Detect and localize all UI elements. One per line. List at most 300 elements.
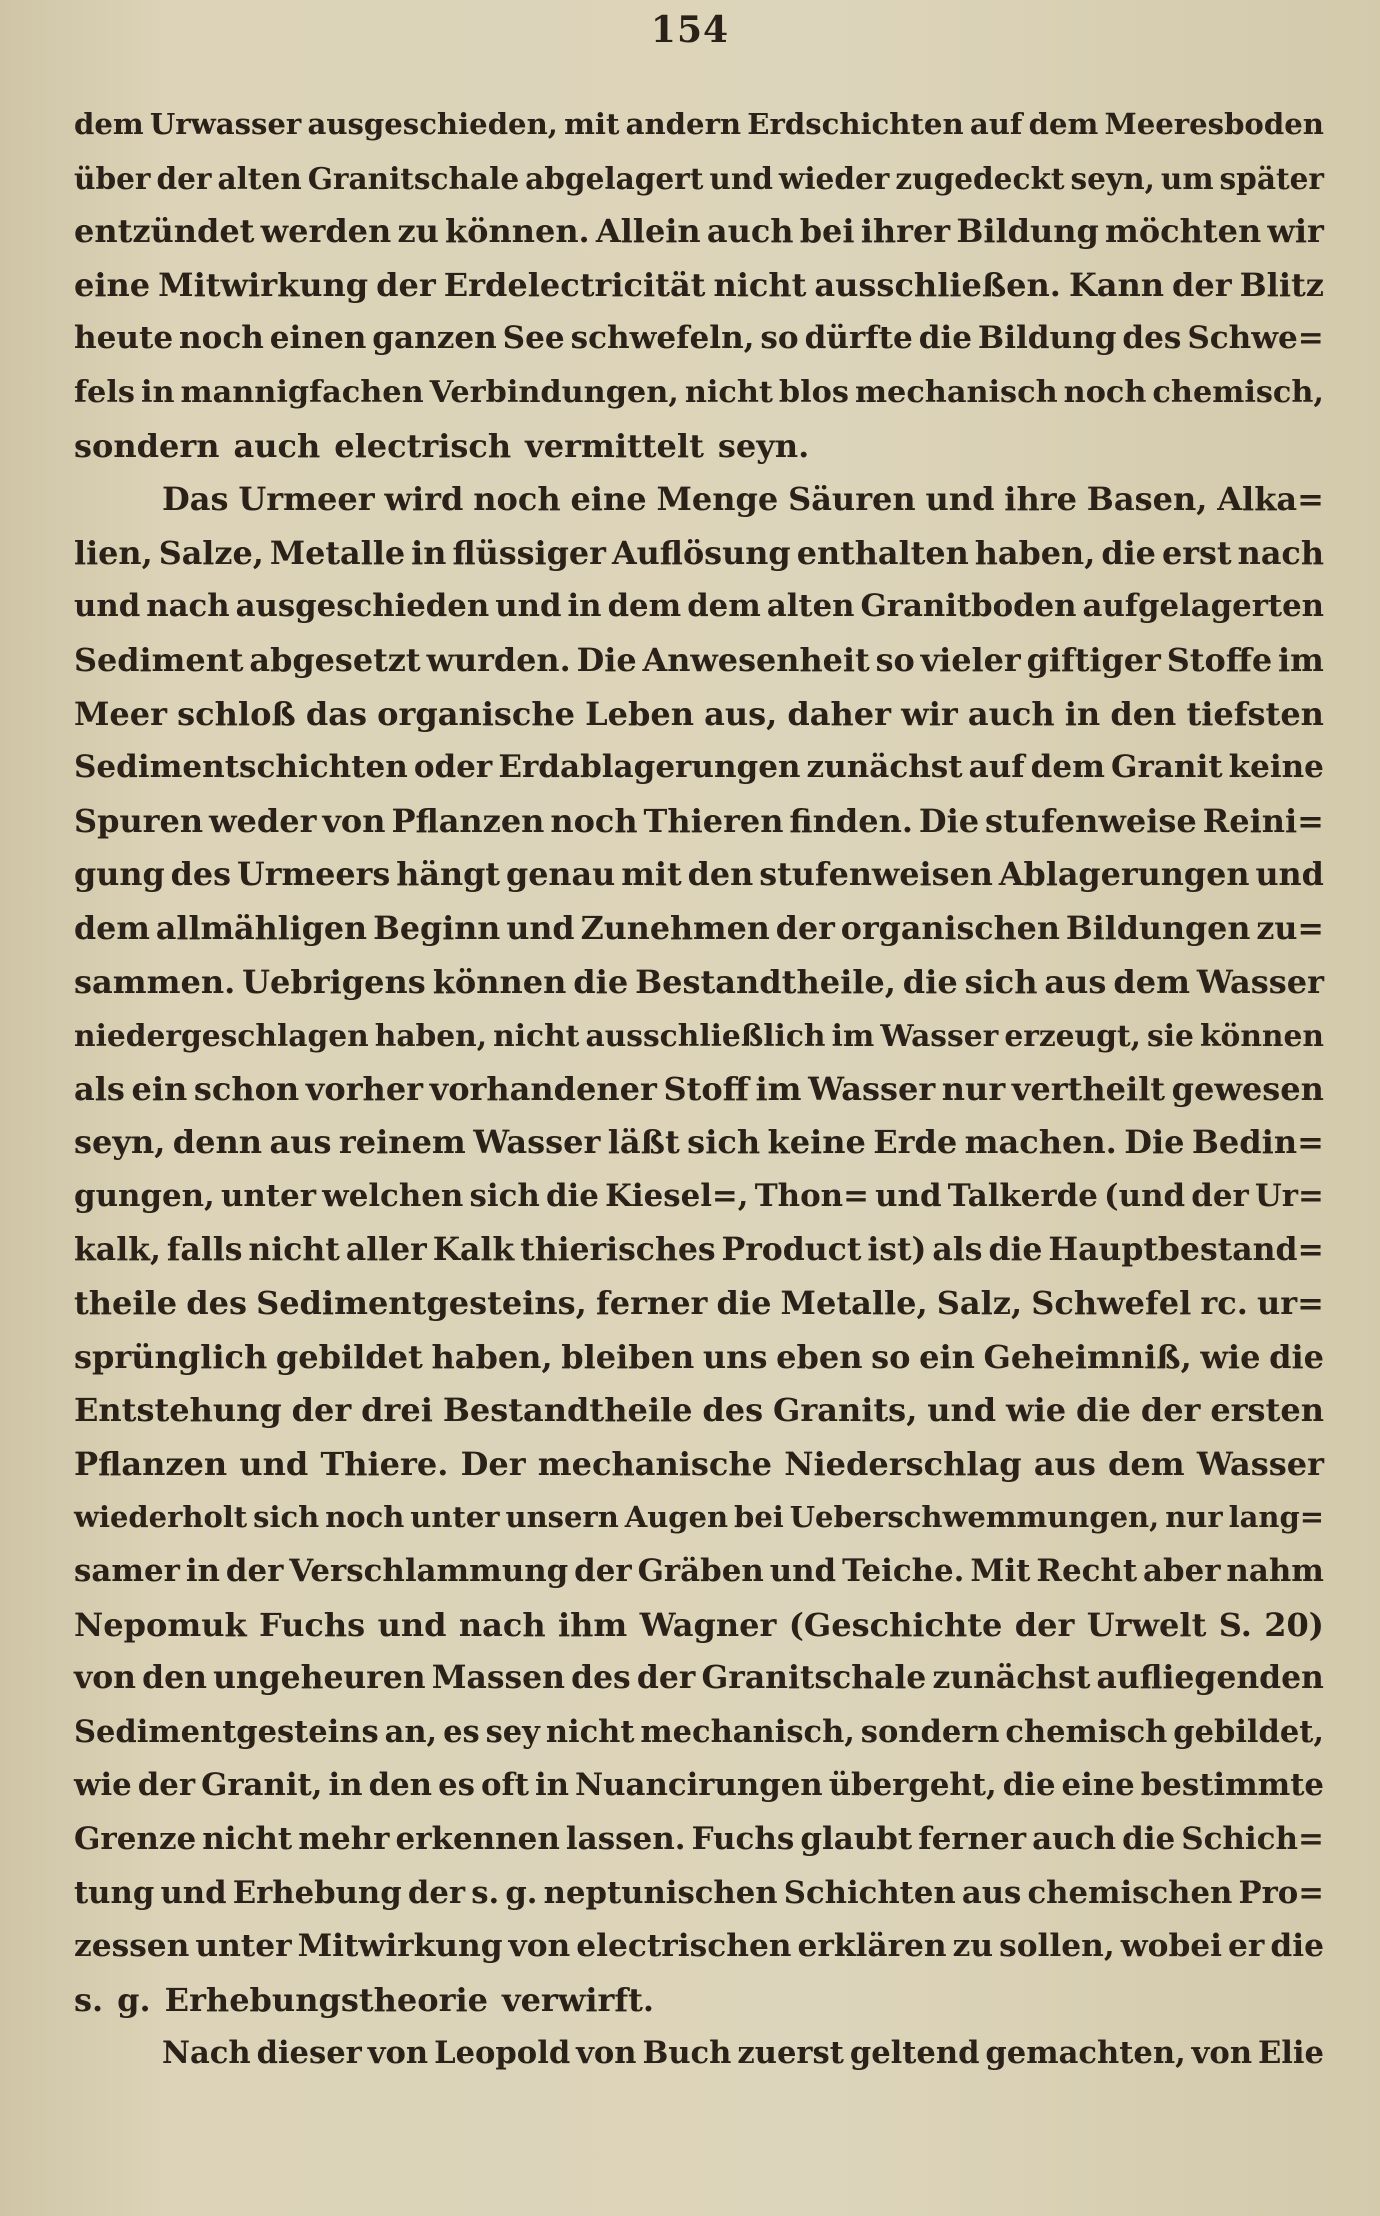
word: keine [767, 1123, 866, 1162]
word: ihm [557, 1605, 628, 1644]
word: von [367, 2035, 429, 2072]
word: unter [195, 1928, 292, 1965]
word: Bedin= [1191, 1123, 1324, 1162]
word: Salz, [936, 1284, 1023, 1323]
word: bei [799, 212, 855, 251]
word: auf [969, 107, 1023, 141]
text-line [74, 1545, 1324, 1599]
text-line [74, 688, 1324, 742]
word: dem [607, 588, 682, 625]
body-text [74, 98, 1324, 2081]
word: unter [220, 1177, 316, 1214]
text-line [74, 205, 1324, 259]
word: über [74, 160, 151, 196]
word: Granit [1110, 749, 1223, 786]
word: Wasser [808, 1069, 936, 1108]
word: Kann [1068, 265, 1165, 304]
word: vieler [920, 640, 1021, 679]
word: Mitwirkung [297, 1928, 503, 1965]
word: erzeugt, [1004, 1018, 1141, 1054]
word: von [1191, 2035, 1253, 2072]
word: ersten [1210, 1391, 1324, 1430]
text-line [74, 1920, 1324, 1974]
word: entzündet [74, 212, 255, 251]
word: der [407, 1874, 466, 1911]
word: auch [967, 694, 1055, 733]
word: können. [445, 212, 590, 251]
word: sich [469, 1177, 540, 1214]
word: Thon= [754, 1177, 869, 1214]
word: nach [1237, 533, 1324, 572]
word: Verschlammung [289, 1553, 569, 1590]
word: chemisch [1005, 1713, 1168, 1750]
word: Anwesenheit [642, 640, 870, 679]
word: erkennen [395, 1821, 560, 1857]
word: zu [397, 212, 439, 251]
word: bei [734, 1500, 784, 1535]
word: nicht [202, 1821, 293, 1857]
word: und [160, 1874, 227, 1911]
word: Sedimentgesteins, [256, 1284, 587, 1323]
word: ferner [595, 1284, 708, 1323]
word: und [74, 588, 141, 625]
word: eine [1061, 1767, 1135, 1804]
word: aus [269, 1123, 332, 1162]
word: und [875, 1177, 942, 1214]
word: reinem [338, 1123, 466, 1162]
word: dem [74, 909, 150, 947]
word: Schich= [1181, 1821, 1324, 1857]
text-line [74, 473, 1324, 527]
word: nicht [248, 1231, 340, 1269]
text-line [74, 1599, 1324, 1653]
word: Mitwirkung [158, 265, 369, 304]
word: Erdschichten [747, 107, 964, 141]
word: sey [485, 1713, 540, 1750]
word: ein [131, 1069, 188, 1108]
word: Urmeers [237, 855, 391, 894]
word: schloß [177, 694, 296, 733]
word: heute [74, 320, 174, 357]
word: wir [901, 694, 958, 733]
word: die [1269, 1337, 1324, 1376]
word: Hauptbestand= [1048, 1231, 1324, 1269]
word: vertheilt [1011, 1069, 1166, 1108]
word: den [687, 855, 754, 894]
word: mannigfachen [180, 374, 424, 410]
word: wurden. [426, 640, 571, 679]
text-line [74, 1223, 1324, 1277]
word: der [775, 909, 835, 947]
word: zessen [74, 1928, 190, 1965]
word: wobei [1120, 1928, 1223, 1965]
word: es [438, 1767, 475, 1804]
word: und [377, 1605, 447, 1644]
word: Granitschale [701, 1660, 927, 1697]
word: Elie [1258, 2035, 1324, 2072]
word: vorhandener [429, 1069, 657, 1108]
word: gebildet [275, 1337, 423, 1376]
word: Product [721, 1231, 862, 1269]
word: wieder [778, 160, 890, 196]
word: abgelagert [525, 160, 704, 196]
word: Recht [1036, 1553, 1138, 1590]
word: die [1101, 533, 1156, 572]
word: seyn, [1070, 160, 1155, 196]
word: eine [570, 480, 647, 519]
word: Entstehung [74, 1391, 282, 1430]
word: Allein [595, 212, 701, 251]
word: organischen [840, 909, 1060, 947]
word: Beginn [373, 909, 501, 947]
word: fels [74, 374, 135, 410]
word: in [411, 533, 447, 572]
word: im [755, 1069, 802, 1108]
text-line [74, 366, 1324, 420]
word: der [376, 265, 436, 304]
word: Wagner [639, 1605, 777, 1644]
word: seyn. [717, 426, 810, 465]
word: Bildungen [1065, 909, 1251, 947]
word: lassen. [565, 1821, 686, 1857]
word: in [140, 374, 175, 410]
word: Metalle, [780, 1284, 928, 1323]
word: die [918, 320, 972, 357]
word: ausgeschieden [235, 588, 490, 625]
text-line [74, 420, 1324, 474]
word: Thiere. [320, 1444, 449, 1483]
word: zu [952, 1928, 994, 1965]
word: Schwefel [1031, 1284, 1192, 1323]
word: schwefeln, [570, 320, 755, 357]
word: Bildung [956, 212, 1099, 251]
word: wir [1267, 212, 1324, 251]
word: lang= [1228, 1500, 1324, 1535]
word: noch [1063, 374, 1147, 410]
text-line [74, 1438, 1324, 1492]
word: eben [776, 1337, 863, 1376]
word: sich [964, 962, 1038, 1001]
word: im [1278, 640, 1324, 679]
word: 20) [1264, 1605, 1324, 1644]
text-line [74, 1384, 1324, 1438]
word: finden. [789, 801, 913, 840]
word: Uebrigens [242, 962, 426, 1001]
text-line [74, 580, 1324, 634]
word: die [1002, 1767, 1056, 1804]
word: in [534, 1767, 570, 1804]
word: tung [74, 1874, 155, 1911]
word: Die [576, 640, 637, 679]
word: in [567, 588, 602, 625]
word: die [545, 1177, 599, 1214]
word: (und [1104, 1177, 1186, 1214]
word: geltend [849, 2035, 980, 2072]
word: ur= [1257, 1284, 1324, 1323]
word: Kalk [432, 1231, 515, 1269]
word: nur [1165, 1500, 1223, 1535]
word: von [576, 2035, 637, 2072]
word: Urwasser [149, 107, 302, 141]
word: Pflanzen [391, 801, 545, 840]
word: vermittelt [525, 426, 704, 465]
word: Wasser [473, 1123, 601, 1162]
word: genau [505, 855, 616, 894]
word: Metalle [269, 533, 406, 572]
word: ist) [867, 1231, 927, 1269]
word: werden [260, 212, 392, 251]
word: eine [74, 265, 151, 304]
text-line [74, 1867, 1324, 1921]
word: die [1270, 1928, 1324, 1965]
word: Erhebungstheorie [164, 1980, 488, 2019]
word: Gräben [637, 1553, 764, 1590]
word: nach [458, 1605, 546, 1644]
word: die [1122, 1821, 1176, 1857]
word: Leben [585, 694, 694, 733]
word: Sedimentschichten [74, 749, 408, 786]
word: stufenweise [985, 801, 1197, 840]
word: Mit [970, 1553, 1031, 1590]
word: Niederschlag [784, 1444, 1022, 1483]
word: das [305, 694, 367, 733]
word: Meer [74, 694, 167, 733]
word: neptunischen [543, 1874, 778, 1911]
word: möchten [1105, 212, 1262, 251]
text-line [74, 1759, 1324, 1813]
word: des [571, 1660, 631, 1697]
word: auf [968, 749, 1025, 786]
word: alten [766, 588, 855, 625]
word: oder [413, 749, 493, 786]
word: sie [1147, 1018, 1194, 1054]
text-line [74, 1009, 1324, 1063]
word: nicht [493, 1018, 580, 1054]
word: s. [74, 1980, 104, 2019]
word: Das [162, 480, 229, 519]
word: ausschließlich [585, 1018, 826, 1054]
text-line [74, 312, 1324, 366]
word: welchen [322, 1177, 464, 1214]
word: des [170, 855, 232, 894]
word: und [239, 1444, 309, 1483]
word: sollen, [999, 1928, 1115, 1965]
word: bleiben [561, 1337, 695, 1376]
text-line [74, 98, 1324, 152]
word: auch [233, 426, 321, 465]
word: ihre [1004, 480, 1077, 519]
word: ein [919, 1337, 975, 1376]
text-line [74, 1813, 1324, 1867]
word: sondern [860, 1713, 1000, 1750]
word: Granitboden [860, 588, 1077, 625]
text-line [74, 1491, 1324, 1545]
text-line [74, 1706, 1324, 1760]
word: Erdelectricität [443, 265, 706, 304]
word: Geheimniß, [983, 1337, 1192, 1376]
word: und [506, 909, 575, 947]
word: in [185, 1553, 220, 1590]
word: hängt [396, 855, 500, 894]
word: der [225, 1553, 284, 1590]
word: allmähligen [155, 909, 368, 947]
word: Ablagerungen [998, 855, 1250, 894]
word: Massen [431, 1660, 565, 1697]
word: Ur= [1254, 1177, 1324, 1214]
word: Bildung [977, 320, 1117, 357]
word: falls [166, 1231, 243, 1269]
word: mechanische [537, 1444, 773, 1483]
word: Spuren [74, 801, 204, 840]
text-line [74, 956, 1324, 1010]
word: unter [410, 1500, 500, 1535]
word: ausschließen. [814, 265, 1061, 304]
word: chemischen [1027, 1874, 1233, 1911]
word: Bestandtheile, [635, 962, 896, 1001]
word: Nuancirungen [575, 1767, 823, 1804]
word: haben, [374, 1018, 488, 1054]
word: um [1160, 160, 1214, 196]
text-line [74, 1974, 1324, 2028]
word: die [573, 962, 629, 1001]
word: die [902, 962, 958, 1001]
word: organische [377, 694, 575, 733]
word: Granitschale [307, 160, 520, 196]
word: lien, [74, 533, 153, 572]
word: aus, [704, 694, 778, 733]
word: Alka= [1217, 480, 1324, 519]
word: sprünglich [74, 1337, 268, 1376]
word: Ueberschwemmungen, [789, 1500, 1160, 1535]
text-line [74, 1331, 1324, 1385]
word: auch [706, 212, 794, 251]
word: der [137, 1767, 196, 1804]
word: keine [1228, 749, 1324, 786]
word: es [443, 1713, 480, 1750]
word: gebildet, [1173, 1713, 1324, 1750]
word: ganzen [372, 320, 497, 357]
word: und [1255, 855, 1324, 894]
word: s. [471, 1874, 500, 1911]
word: die [716, 1284, 772, 1323]
word: g. [117, 1980, 151, 2019]
word: den [368, 1767, 433, 1804]
word: noch [473, 480, 561, 519]
word: rc. [1200, 1284, 1248, 1323]
word: wie [1006, 1391, 1067, 1430]
word: wie [1200, 1337, 1261, 1376]
word: dem [1113, 962, 1190, 1001]
word: electrisch [334, 426, 512, 465]
word: chemisch, [1152, 374, 1324, 410]
word: bestimmte [1140, 1767, 1324, 1804]
word: sammen. [74, 962, 236, 1001]
word: mechanisch, [640, 1713, 855, 1750]
word: erst [1161, 533, 1232, 572]
word: der [291, 1391, 352, 1430]
word: ferner [918, 1821, 1027, 1857]
word: im [831, 1018, 875, 1054]
word: nur [941, 1069, 1006, 1108]
word: Basen, [1086, 480, 1208, 519]
text-line [74, 1652, 1324, 1706]
word: Urmeer [238, 480, 375, 519]
text-line [74, 902, 1324, 956]
word: Der [460, 1444, 526, 1483]
word: die [988, 1231, 1043, 1269]
word: zunächst [932, 1660, 1091, 1697]
word: und [925, 480, 995, 519]
word: in [328, 1767, 363, 1804]
word: Urwelt [1086, 1605, 1207, 1644]
word: zugedeckt [895, 160, 1065, 196]
text-line [74, 2027, 1324, 2081]
word: der [574, 1553, 632, 1590]
word: Leopold [434, 2035, 571, 2072]
word: Wasser [1196, 962, 1324, 1001]
text-line [74, 527, 1324, 581]
word: so [760, 320, 799, 357]
word: dem [687, 588, 761, 625]
word: von [74, 1660, 136, 1697]
word: nicht [545, 1713, 635, 1750]
word: glaubt [800, 1821, 913, 1857]
word: Talkerde [947, 1177, 1098, 1214]
word: an, [384, 1713, 438, 1750]
word: von [508, 1928, 571, 1965]
word: verwirft. [501, 1980, 655, 2019]
word: aller [345, 1231, 427, 1269]
text-line [74, 259, 1324, 313]
word: Nach [162, 2035, 251, 2072]
word: der [156, 160, 212, 196]
word: in [1064, 694, 1101, 733]
word: machen. [964, 1123, 1117, 1162]
word: andern [625, 107, 742, 141]
text-line [74, 152, 1324, 206]
word: Fuchs [691, 1821, 795, 1857]
word: mit [564, 107, 620, 141]
word: gewesen [1171, 1069, 1324, 1108]
word: ausgeschieden, [307, 107, 558, 141]
word: von [322, 801, 386, 840]
word: Erhebung [232, 1874, 402, 1911]
word: aus [1033, 1444, 1096, 1483]
word: dieser [256, 2035, 362, 2072]
word: und [495, 588, 562, 625]
word: Verbindungen, [429, 374, 679, 410]
word: Pro= [1238, 1874, 1324, 1911]
word: aufgelagerten [1082, 588, 1324, 625]
word: noch [325, 1500, 405, 1535]
text-line [74, 1116, 1324, 1170]
word: nicht [684, 374, 773, 410]
word: stufenweisen [759, 855, 993, 894]
text-line [74, 848, 1324, 902]
word: Pflanzen [74, 1444, 228, 1483]
word: aufliegenden [1096, 1660, 1324, 1697]
word: und [769, 1553, 837, 1590]
word: Säuren [788, 480, 916, 519]
word: Buch [642, 2035, 732, 2072]
word: wie [74, 1767, 132, 1804]
word: Sedimentgesteins [74, 1713, 379, 1750]
word: Erde [873, 1123, 958, 1162]
word: dem [1028, 107, 1099, 141]
word: Wasser [880, 1018, 999, 1054]
word: nahm [1226, 1553, 1324, 1590]
word: des [702, 1391, 764, 1430]
